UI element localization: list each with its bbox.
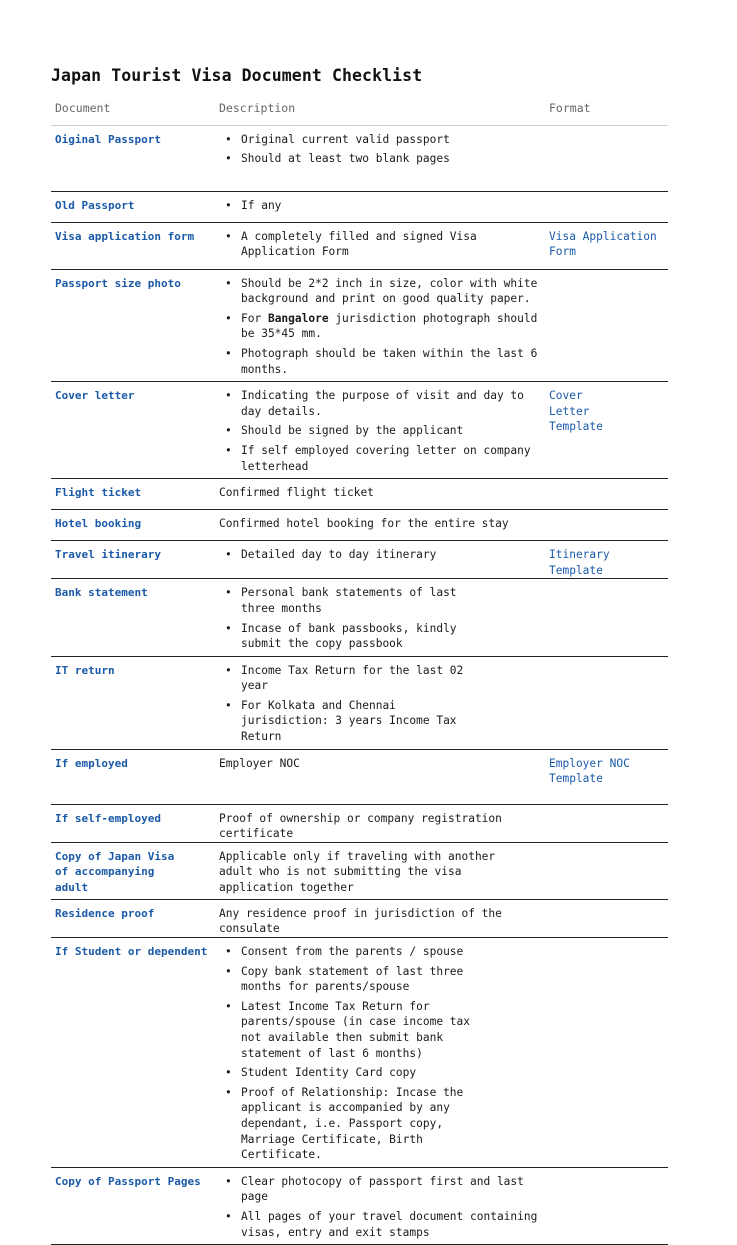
table-row — [51, 656, 668, 749]
list-item — [219, 1065, 475, 1081]
list-item — [219, 585, 475, 616]
table-row — [51, 382, 668, 479]
list-item — [219, 1085, 475, 1163]
document-description — [215, 479, 545, 510]
list-item — [219, 388, 541, 419]
description-list — [219, 276, 541, 378]
document-description — [215, 510, 545, 541]
document-name: Travel itinerary — [51, 541, 215, 579]
table-row — [51, 842, 668, 899]
list-item-text: Proof of Relationship: Incase the applicant is accompanied by any dependant, i.e. Passport copy, Marriage Certificate, Birth Certificate. — [241, 1085, 464, 1162]
bullet-icon: • — [225, 698, 232, 712]
format-template-link — [545, 1167, 668, 1244]
list-item-text: Income Tax Return for the last 02 year — [241, 663, 464, 693]
list-item-text: Detailed day to day itinerary — [241, 548, 437, 562]
description-list — [219, 585, 475, 651]
list-item-text: Personal bank statements of last three months — [241, 586, 457, 615]
bullet-icon: • — [225, 663, 232, 677]
bullet-icon: • — [225, 964, 232, 978]
description-text: Proof of ownership or company registration certificate — [219, 811, 502, 841]
bullet-icon: • — [225, 346, 232, 360]
document-description — [215, 222, 545, 269]
format-template-link[interactable]: Cover Letter Template — [545, 382, 668, 479]
bullet-icon: • — [225, 311, 232, 325]
bullet-icon: • — [225, 999, 232, 1013]
list-item-text: Original current valid passport — [241, 132, 450, 146]
list-item-text: Copy bank statement of last three months for parents/spouse — [241, 964, 464, 994]
list-item-text: Should be signed by the applicant — [241, 424, 464, 438]
table-row — [51, 125, 668, 191]
document-description — [215, 1167, 545, 1244]
bullet-icon: • — [225, 443, 232, 457]
list-item-text: Photograph should be taken within the last 6 months. — [241, 346, 538, 376]
document-description — [215, 191, 545, 222]
document-description — [215, 938, 545, 1168]
format-template-link — [545, 656, 668, 749]
header-document: Document — [51, 98, 215, 125]
list-item-text: All pages of your travel document containing visas, entry and exit stamps — [241, 1209, 538, 1239]
document-description — [215, 899, 545, 937]
bullet-icon: • — [225, 1066, 232, 1080]
bullet-icon: • — [225, 229, 232, 243]
list-item-text: A completely filled and signed Visa Application Form — [241, 229, 477, 259]
document-description — [215, 656, 545, 749]
bullet-icon: • — [225, 1174, 232, 1188]
list-item — [219, 276, 541, 307]
header-description: Description — [215, 98, 545, 125]
list-item — [219, 346, 541, 377]
format-template-link[interactable]: Employer NOC Template — [545, 749, 668, 804]
list-item — [219, 229, 541, 260]
document-description — [215, 579, 545, 656]
description-list — [219, 663, 485, 745]
list-item — [219, 944, 475, 960]
list-item-text: For Bangalore jurisdiction photograph should be 35*45 mm. — [241, 311, 538, 341]
table-row — [51, 899, 668, 937]
list-item-text: If any — [241, 198, 282, 212]
document-name: Hotel booking — [51, 510, 215, 541]
description-list — [219, 132, 541, 167]
document-name: Cover letter — [51, 382, 215, 479]
list-item — [219, 698, 485, 745]
description-text: Applicable only if traveling with another adult who is not submitting the visa application together — [219, 849, 496, 895]
document-name: Visa application form — [51, 222, 215, 269]
document-name: Copy of Japan Visa of accompanying adult — [51, 842, 215, 899]
list-item — [219, 999, 475, 1061]
description-text: Employer NOC — [219, 756, 300, 770]
bullet-icon: • — [225, 424, 232, 438]
list-item-text: For Kolkata and Chennai jurisdiction: 3 years Income Tax Return — [241, 698, 457, 744]
table-row — [51, 269, 668, 382]
format-template-link[interactable]: Visa Application Form — [545, 222, 668, 269]
table-row — [51, 1167, 668, 1244]
list-item-text: Clear photocopy of passport first and last page — [241, 1174, 524, 1204]
document-name: Bank statement — [51, 579, 215, 656]
description-list — [219, 229, 541, 260]
list-item-text: If self employed covering letter on company letterhead — [241, 443, 531, 473]
bullet-icon: • — [225, 389, 232, 403]
list-item — [219, 423, 541, 439]
document-description — [215, 269, 545, 382]
format-template-link[interactable]: Itinerary Template — [545, 541, 668, 579]
document-name: Copy of Passport Pages — [51, 1167, 215, 1244]
description-list — [219, 388, 541, 474]
list-item — [219, 198, 541, 214]
bullet-icon: • — [225, 586, 232, 600]
checklist-table — [51, 98, 668, 1245]
format-template-link — [545, 938, 668, 1168]
bullet-icon: • — [225, 1085, 232, 1099]
format-template-link — [545, 269, 668, 382]
document-description — [215, 749, 545, 804]
description-list — [219, 944, 475, 1163]
format-template-link — [545, 899, 668, 937]
list-item — [219, 443, 541, 474]
document-name: Oiginal Passport — [51, 125, 215, 191]
format-template-link — [545, 191, 668, 222]
description-text: Any residence proof in jurisdiction of the consulate — [219, 906, 502, 936]
description-list — [219, 198, 541, 214]
format-template-link — [545, 579, 668, 656]
document-description — [215, 541, 545, 579]
bullet-icon: • — [225, 276, 232, 290]
bullet-icon: • — [225, 945, 232, 959]
table-body — [51, 125, 668, 1245]
table-row — [51, 749, 668, 804]
document-description — [215, 804, 545, 842]
format-template-link — [545, 125, 668, 191]
list-item — [219, 663, 485, 694]
description-list — [219, 1174, 541, 1240]
list-item-text: Latest Income Tax Return for parents/spouse (in case income tax not available then submit bank statement of last 6 months) — [241, 999, 471, 1060]
list-item-text: Incase of bank passbooks, kindly submit the copy passbook — [241, 621, 457, 651]
document-name: If employed — [51, 749, 215, 804]
document-name: If Student or dependent — [51, 938, 215, 1168]
table-row — [51, 222, 668, 269]
list-item-text: Should be 2*2 inch in size, color with white background and print on good quality paper. — [241, 276, 538, 306]
description-text: Confirmed hotel booking for the entire stay — [219, 517, 509, 531]
bullet-icon: • — [225, 621, 232, 635]
format-template-link — [545, 804, 668, 842]
document-name: IT return — [51, 656, 215, 749]
page-title: Japan Tourist Visa Document Checklist — [51, 66, 423, 85]
table-row — [51, 541, 668, 579]
document-description — [215, 125, 545, 191]
description-text: Confirmed flight ticket — [219, 486, 374, 500]
description-list — [219, 547, 541, 563]
list-item — [219, 964, 475, 995]
format-template-link — [545, 479, 668, 510]
list-item-text: Student Identity Card copy — [241, 1066, 417, 1080]
bullet-icon: • — [225, 132, 232, 146]
document-name: Flight ticket — [51, 479, 215, 510]
bullet-icon: • — [225, 198, 232, 212]
table-row — [51, 938, 668, 1168]
format-template-link — [545, 842, 668, 899]
list-item-text: Consent from the parents / spouse — [241, 945, 464, 959]
bullet-icon: • — [225, 1209, 232, 1223]
list-item — [219, 1209, 541, 1240]
list-item — [219, 1174, 541, 1205]
bullet-icon: • — [225, 548, 232, 562]
table-row — [51, 191, 668, 222]
list-item-text: Indicating the purpose of visit and day to day details. — [241, 389, 524, 418]
list-item — [219, 132, 541, 148]
table-row — [51, 510, 668, 541]
table-header-row — [51, 98, 668, 125]
document-description — [215, 382, 545, 479]
document-name: If self-employed — [51, 804, 215, 842]
list-item — [219, 621, 475, 652]
header-format: Format — [545, 98, 668, 125]
document-name: Residence proof — [51, 899, 215, 937]
document-description — [215, 842, 545, 899]
list-item — [219, 547, 541, 563]
document-name: Old Passport — [51, 191, 215, 222]
table-row — [51, 479, 668, 510]
list-item-text: Should at least two blank pages — [241, 152, 450, 166]
table-row — [51, 804, 668, 842]
bullet-icon: • — [225, 152, 232, 166]
table-row — [51, 579, 668, 656]
format-template-link — [545, 510, 668, 541]
list-item — [219, 151, 541, 167]
document-name: Passport size photo — [51, 269, 215, 382]
list-item — [219, 311, 541, 342]
emphasis-text: Bangalore — [267, 311, 329, 325]
